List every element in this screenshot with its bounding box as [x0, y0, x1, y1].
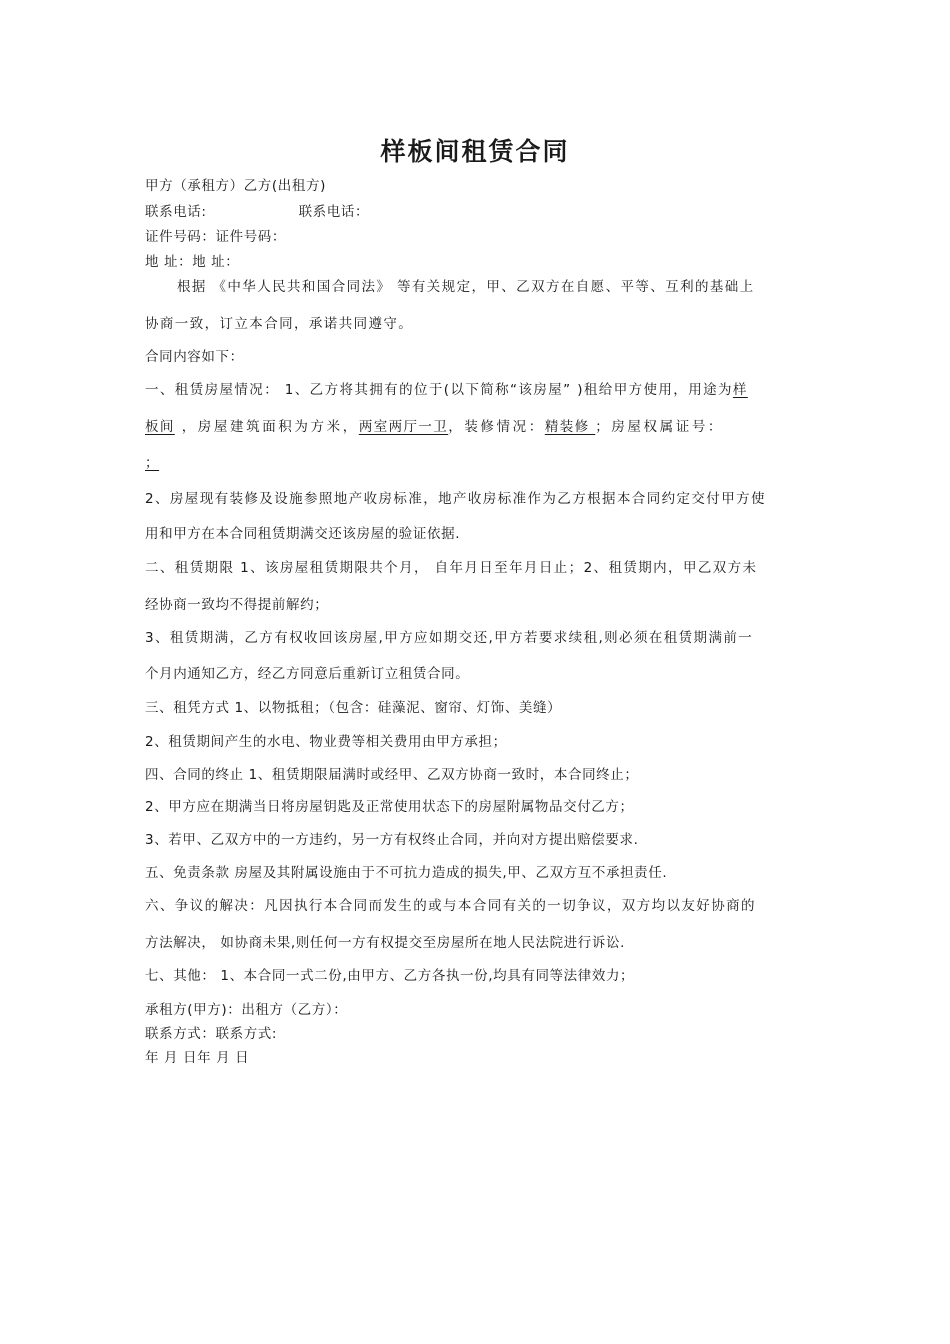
phone-label-b: 联系电话：: [298, 204, 370, 220]
parties-line: 甲方（承租方）乙方(出租方): [145, 178, 326, 194]
date-line: 年 月 日年 月 日: [145, 1050, 250, 1066]
contact-line: 联系方式：联系方式:: [145, 1026, 278, 1042]
section-2-line-2: 经协商一致均不得提前解约；: [145, 597, 329, 613]
section-6-line-2: 方法解决， 如协商未果,则任何一方有权提交至房屋所在地人民法院进行诉讼.: [145, 935, 625, 951]
section-1-item-2-line-1: 2、房屋现有装修及设施参照地产收房标准，地产收房标准作为乙方根据本合同约定交付甲方使: [145, 491, 766, 507]
layout-field: 两室两厅一卫: [358, 419, 449, 435]
section-1-item-2-line-2: 用和甲方在本合同租赁期满交还该房屋的验证依据.: [145, 526, 461, 542]
id-number-line: 证件号码：证件号码：: [145, 229, 286, 245]
section-4-line-1: 四、合同的终止 1、租赁期限届满时或经甲、乙双方协商一致时，本合同终止；: [145, 767, 639, 783]
section-3-line-1: 三、租凭方式 1、以物抵租；（包含：硅藻泥、窗帘、灯饰、美缝）: [145, 700, 562, 716]
section-1-text: 一、租赁房屋情况： 1、乙方将其拥有的位于(以下简称“该房屋” )租给甲方使用，用途为: [145, 382, 733, 398]
section-4-line-3: 3、若甲、乙双方中的一方违约，另一方有权终止合同，并向对方提出赔偿要求.: [145, 832, 639, 848]
content-heading: 合同内容如下：: [145, 349, 244, 365]
usage-field-cont: 板间: [145, 419, 175, 435]
usage-field: 样: [732, 382, 748, 398]
section-5-line-1: 五、免责条款 房屋及其附属设施由于不可抗力造成的损失,甲、乙双方互不承担责任.: [145, 865, 668, 881]
section-3-line-2: 2、租赁期间产生的水电、物业费等相关费用由甲方承担；: [145, 734, 507, 750]
document-title: 样板间租赁合同: [380, 137, 570, 166]
intro-line-1: 根据 《中华人民共和国合同法》 等有关规定，甲、乙双方在自愿、平等、互利的基础上: [177, 279, 755, 295]
section-2-line-3: 3、租赁期满，乙方有权收回该房屋,甲方应如期交还,甲方若要求续租,则必须在租赁期满前一: [145, 630, 754, 646]
decoration-field: 精装修: [544, 419, 596, 435]
phone-line: [145, 202, 369, 222]
section-4-line-2: 2、甲方应在期满当日将房屋钥匙及正常使用状态下的房屋附属物品交付乙方；: [145, 799, 634, 815]
signature-line: 承租方(甲方)：出租方（乙方）：: [145, 1002, 348, 1018]
certificate-label: ；房屋权属证号：: [595, 419, 725, 435]
decoration-label: ，装修情况：: [448, 419, 545, 435]
section-2-line-1: 二、租赁期限 1、该房屋租赁期限共个月， 自年月日至年月日止；2、租赁期内，甲乙双方未: [145, 560, 758, 576]
area-text: ，房屋建筑面积为方米，: [174, 419, 359, 435]
section-2-line-4: 个月内通知乙方，经乙方同意后重新订立租赁合同。: [145, 666, 470, 682]
certificate-field: ；: [145, 455, 160, 471]
address-line: 地 址：地 址：: [145, 254, 240, 270]
section-1-line-3: [145, 453, 159, 473]
phone-label-a: 联系电话:: [145, 204, 207, 220]
intro-line-2: 协商一致，订立本合同，承诺共同遵守。: [145, 316, 414, 332]
section-1-line-1: [145, 380, 748, 400]
section-7-line-1: 七、其他： 1、本合同一式二份,由甲方、乙方各执一份,均具有同等法律效力；: [145, 968, 635, 984]
section-1-line-2: [145, 417, 724, 437]
section-6-line-1: 六、争议的解决：凡因执行本合同而发生的或与本合同有关的一切争议，双方均以友好协商的: [145, 898, 756, 914]
